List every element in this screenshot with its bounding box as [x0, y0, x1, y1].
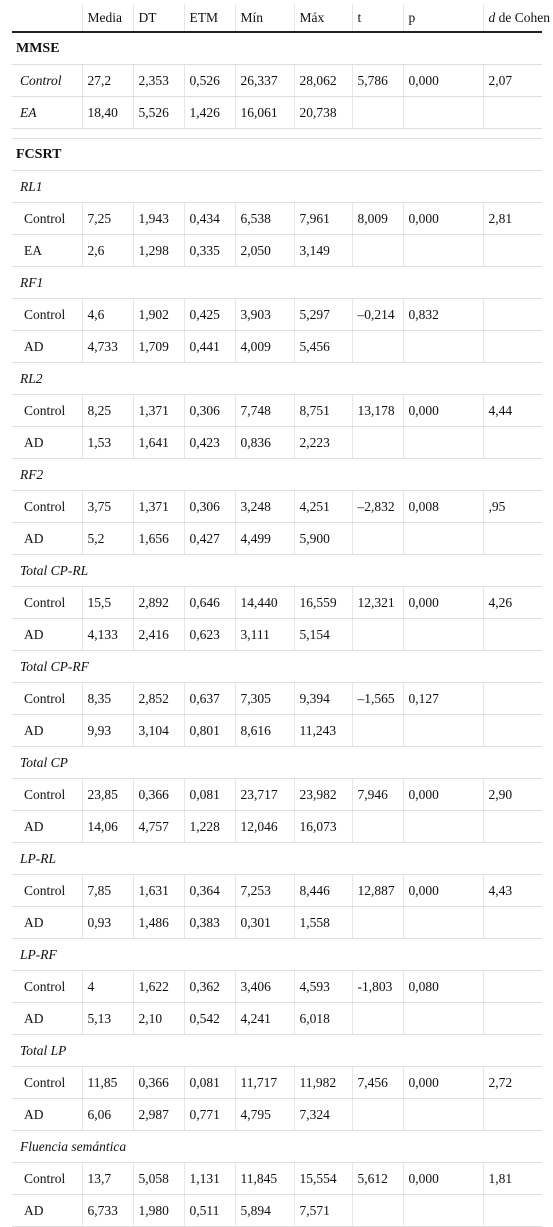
cell-min: 6,538 [235, 203, 294, 235]
cell-max: 6,018 [294, 1003, 352, 1035]
cell-max: 1,558 [294, 907, 352, 939]
cell-dt: 1,371 [133, 491, 184, 523]
cell-dt: 3,104 [133, 715, 184, 747]
results-table-container [12, 4, 550, 1227]
cell-t [352, 1099, 403, 1131]
row-label: AD [12, 1099, 82, 1131]
cell-etm: 0,434 [184, 203, 235, 235]
table-row [12, 65, 542, 97]
group-title: RL2 [12, 363, 542, 395]
cell-media: 8,25 [82, 395, 133, 427]
cell-dt: 0,366 [133, 1067, 184, 1099]
cell-dt: 2,987 [133, 1099, 184, 1131]
cell-etm: 0,383 [184, 907, 235, 939]
header-media: Media [82, 4, 133, 32]
cell-media: 11,85 [82, 1067, 133, 1099]
cell-media: 3,75 [82, 491, 133, 523]
cell-max: 4,251 [294, 491, 352, 523]
cell-media: 5,2 [82, 523, 133, 555]
group-header-row [12, 1131, 542, 1163]
cell-min: 3,248 [235, 491, 294, 523]
cell-media: 9,93 [82, 715, 133, 747]
cell-dt: 5,058 [133, 1163, 184, 1195]
cell-t: 5,786 [352, 65, 403, 97]
cell-etm: 0,425 [184, 299, 235, 331]
row-label: AD [12, 907, 82, 939]
cell-media: 27,2 [82, 65, 133, 97]
cell-p [403, 811, 483, 843]
cell-min: 4,009 [235, 331, 294, 363]
cell-p [403, 715, 483, 747]
table-row [12, 1195, 542, 1227]
table-row [12, 203, 542, 235]
cell-t: 13,178 [352, 395, 403, 427]
cell-p: 0,000 [403, 587, 483, 619]
table-row [12, 971, 542, 1003]
header-row [12, 4, 542, 32]
cell-media: 6,06 [82, 1099, 133, 1131]
table-row [12, 587, 542, 619]
cell-p: 0,127 [403, 683, 483, 715]
table-row [12, 1067, 542, 1099]
cell-etm: 0,542 [184, 1003, 235, 1035]
group-header-row [12, 267, 542, 299]
table-row [12, 97, 542, 129]
row-label: AD [12, 811, 82, 843]
section-spacer [12, 129, 542, 139]
cell-min: 7,748 [235, 395, 294, 427]
cell-t: 7,456 [352, 1067, 403, 1099]
cell-p: 0,000 [403, 779, 483, 811]
cell-dt: 4,757 [133, 811, 184, 843]
cell-media: 23,85 [82, 779, 133, 811]
cell-cohen-d [483, 715, 542, 747]
cell-dt: 1,298 [133, 235, 184, 267]
cell-cohen-d: 4,44 [483, 395, 542, 427]
cell-media: 13,7 [82, 1163, 133, 1195]
cell-max: 3,149 [294, 235, 352, 267]
cell-min: 23,717 [235, 779, 294, 811]
cell-max: 5,900 [294, 523, 352, 555]
cell-cohen-d [483, 811, 542, 843]
cell-dt: 1,641 [133, 427, 184, 459]
table-row [12, 1003, 542, 1035]
cell-min: 3,406 [235, 971, 294, 1003]
cell-min: 12,046 [235, 811, 294, 843]
cell-min: 3,111 [235, 619, 294, 651]
cell-min: 5,894 [235, 1195, 294, 1227]
cell-etm: 0,801 [184, 715, 235, 747]
cell-etm: 0,081 [184, 1067, 235, 1099]
header-cohen-d-text: de Cohen [495, 9, 550, 25]
cell-cohen-d [483, 683, 542, 715]
cell-media: 5,13 [82, 1003, 133, 1035]
cell-t: –0,214 [352, 299, 403, 331]
cell-media: 7,25 [82, 203, 133, 235]
cell-media: 1,53 [82, 427, 133, 459]
cell-media: 15,5 [82, 587, 133, 619]
cell-dt: 2,892 [133, 587, 184, 619]
cell-cohen-d: 2,72 [483, 1067, 542, 1099]
cell-p [403, 907, 483, 939]
cell-etm: 0,637 [184, 683, 235, 715]
cell-t [352, 523, 403, 555]
cell-cohen-d [483, 97, 542, 129]
table-row [12, 683, 542, 715]
cell-max: 4,593 [294, 971, 352, 1003]
cell-etm: 0,646 [184, 587, 235, 619]
cell-p: 0,000 [403, 203, 483, 235]
cell-max: 8,446 [294, 875, 352, 907]
table-row [12, 619, 542, 651]
cell-media: 2,6 [82, 235, 133, 267]
cell-max: 5,297 [294, 299, 352, 331]
group-title: RF1 [12, 267, 542, 299]
group-title: Total CP-RF [12, 651, 542, 683]
cell-t [352, 97, 403, 129]
cell-t [352, 907, 403, 939]
cell-dt: 2,353 [133, 65, 184, 97]
cell-min: 3,903 [235, 299, 294, 331]
group-title: RL1 [12, 171, 542, 203]
header-empty [12, 4, 82, 32]
cell-min: 0,301 [235, 907, 294, 939]
table-row [12, 875, 542, 907]
cell-max: 28,062 [294, 65, 352, 97]
cell-etm: 0,526 [184, 65, 235, 97]
group-header-row [12, 555, 542, 587]
cell-min: 7,253 [235, 875, 294, 907]
cell-p [403, 97, 483, 129]
cell-dt: 1,371 [133, 395, 184, 427]
cell-cohen-d: ,95 [483, 491, 542, 523]
cell-etm: 0,081 [184, 779, 235, 811]
cell-etm: 0,364 [184, 875, 235, 907]
table-body [12, 32, 542, 1227]
header-max: Máx [294, 4, 352, 32]
cell-cohen-d [483, 299, 542, 331]
cell-dt: 1,622 [133, 971, 184, 1003]
cell-cohen-d: 2,81 [483, 203, 542, 235]
cell-dt: 1,656 [133, 523, 184, 555]
cell-p: 0,000 [403, 875, 483, 907]
cell-dt: 1,709 [133, 331, 184, 363]
cell-t [352, 811, 403, 843]
header-etm: ETM [184, 4, 235, 32]
cell-p [403, 619, 483, 651]
cell-t: 7,946 [352, 779, 403, 811]
cell-t [352, 235, 403, 267]
cell-p: 0,000 [403, 1067, 483, 1099]
section-title: MMSE [12, 32, 542, 65]
cell-dt: 2,10 [133, 1003, 184, 1035]
cell-cohen-d [483, 235, 542, 267]
cell-p: 0,008 [403, 491, 483, 523]
cell-max: 20,738 [294, 97, 352, 129]
cell-p [403, 427, 483, 459]
table-row [12, 779, 542, 811]
cell-t [352, 427, 403, 459]
cell-t [352, 1195, 403, 1227]
cell-max: 11,982 [294, 1067, 352, 1099]
cell-max: 5,456 [294, 331, 352, 363]
cell-dt: 1,980 [133, 1195, 184, 1227]
cell-cohen-d: 4,26 [483, 587, 542, 619]
cell-cohen-d: 1,81 [483, 1163, 542, 1195]
group-header-row [12, 1035, 542, 1067]
group-header-row [12, 843, 542, 875]
cell-t [352, 715, 403, 747]
cell-cohen-d [483, 1195, 542, 1227]
cell-t [352, 331, 403, 363]
cell-etm: 0,306 [184, 491, 235, 523]
cell-max: 9,394 [294, 683, 352, 715]
group-title: Total CP-RL [12, 555, 542, 587]
cell-dt: 2,852 [133, 683, 184, 715]
cell-etm: 0,306 [184, 395, 235, 427]
row-label: Control [12, 1067, 82, 1099]
group-title: Fluencia semántica [12, 1131, 542, 1163]
cell-dt: 1,902 [133, 299, 184, 331]
cell-max: 16,559 [294, 587, 352, 619]
group-title: Total LP [12, 1035, 542, 1067]
cell-p [403, 1099, 483, 1131]
cell-etm: 0,362 [184, 971, 235, 1003]
cell-media: 14,06 [82, 811, 133, 843]
cell-min: 26,337 [235, 65, 294, 97]
row-label: Control [12, 971, 82, 1003]
row-label: AD [12, 715, 82, 747]
table-row [12, 1099, 542, 1131]
cell-t: 8,009 [352, 203, 403, 235]
cell-dt: 1,943 [133, 203, 184, 235]
cell-dt: 1,486 [133, 907, 184, 939]
cell-media: 8,35 [82, 683, 133, 715]
cell-cohen-d [483, 619, 542, 651]
cell-etm: 0,427 [184, 523, 235, 555]
group-header-row [12, 651, 542, 683]
cell-min: 7,305 [235, 683, 294, 715]
cell-min: 0,836 [235, 427, 294, 459]
group-title: LP-RF [12, 939, 542, 971]
table-row [12, 715, 542, 747]
group-header-row [12, 747, 542, 779]
cell-max: 11,243 [294, 715, 352, 747]
row-label: AD [12, 427, 82, 459]
cell-min: 14,440 [235, 587, 294, 619]
header-dt: DT [133, 4, 184, 32]
cell-etm: 1,131 [184, 1163, 235, 1195]
cell-max: 7,324 [294, 1099, 352, 1131]
cell-max: 7,961 [294, 203, 352, 235]
row-label: Control [12, 779, 82, 811]
row-label: Control [12, 491, 82, 523]
cell-max: 23,982 [294, 779, 352, 811]
cell-min: 2,050 [235, 235, 294, 267]
group-header-row [12, 171, 542, 203]
cell-p: 0,000 [403, 1163, 483, 1195]
row-label: EA [12, 97, 82, 129]
cell-cohen-d [483, 1099, 542, 1131]
cell-etm: 0,335 [184, 235, 235, 267]
results-table [12, 4, 550, 1227]
row-label: AD [12, 619, 82, 651]
cell-max: 2,223 [294, 427, 352, 459]
cell-cohen-d [483, 331, 542, 363]
row-label: Control [12, 587, 82, 619]
cell-min: 11,845 [235, 1163, 294, 1195]
group-header-row [12, 363, 542, 395]
cell-etm: 0,771 [184, 1099, 235, 1131]
cell-t [352, 619, 403, 651]
cell-media: 7,85 [82, 875, 133, 907]
group-header-row [12, 939, 542, 971]
cell-media: 4,6 [82, 299, 133, 331]
table-row [12, 523, 542, 555]
cell-cohen-d [483, 427, 542, 459]
row-label: AD [12, 331, 82, 363]
cell-media: 18,40 [82, 97, 133, 129]
group-title: Total CP [12, 747, 542, 779]
cell-dt: 1,631 [133, 875, 184, 907]
table-row [12, 331, 542, 363]
cell-cohen-d [483, 1003, 542, 1035]
cell-p [403, 523, 483, 555]
cell-dt: 0,366 [133, 779, 184, 811]
cell-p [403, 331, 483, 363]
cell-min: 11,717 [235, 1067, 294, 1099]
cell-media: 4,733 [82, 331, 133, 363]
table-row [12, 235, 542, 267]
cell-t: 12,887 [352, 875, 403, 907]
group-header-row [12, 459, 542, 491]
header-cohen-d [483, 4, 550, 32]
cell-p [403, 1003, 483, 1035]
cell-max: 8,751 [294, 395, 352, 427]
cell-t: –2,832 [352, 491, 403, 523]
section-mmse [12, 32, 542, 65]
row-label: EA [12, 235, 82, 267]
row-label: Control [12, 299, 82, 331]
cell-media: 4 [82, 971, 133, 1003]
cell-dt: 5,526 [133, 97, 184, 129]
cell-media: 6,733 [82, 1195, 133, 1227]
cell-cohen-d: 2,90 [483, 779, 542, 811]
cell-min: 4,499 [235, 523, 294, 555]
cell-p: 0,000 [403, 395, 483, 427]
section-title: FCSRT [12, 139, 542, 171]
cell-max: 16,073 [294, 811, 352, 843]
header-t: t [352, 4, 403, 32]
cell-etm: 1,228 [184, 811, 235, 843]
header-cohen-d-symbol: d [488, 9, 496, 25]
row-label: AD [12, 1003, 82, 1035]
cell-cohen-d [483, 523, 542, 555]
cell-t [352, 1003, 403, 1035]
cell-etm: 1,426 [184, 97, 235, 129]
row-label: AD [12, 523, 82, 555]
cell-t: 5,612 [352, 1163, 403, 1195]
cell-cohen-d [483, 971, 542, 1003]
row-label: Control [12, 683, 82, 715]
table-row [12, 811, 542, 843]
cell-media: 4,133 [82, 619, 133, 651]
cell-cohen-d [483, 907, 542, 939]
cell-etm: 0,623 [184, 619, 235, 651]
cell-p [403, 235, 483, 267]
cell-max: 5,154 [294, 619, 352, 651]
table-row [12, 907, 542, 939]
row-label: AD [12, 1195, 82, 1227]
spacer-cell [12, 129, 542, 139]
table-row [12, 395, 542, 427]
cell-p: 0,832 [403, 299, 483, 331]
cell-etm: 0,441 [184, 331, 235, 363]
cell-t: –1,565 [352, 683, 403, 715]
cell-p: 0,000 [403, 65, 483, 97]
table-row [12, 491, 542, 523]
cell-t: -1,803 [352, 971, 403, 1003]
cell-etm: 0,511 [184, 1195, 235, 1227]
cell-min: 16,061 [235, 97, 294, 129]
cell-max: 15,554 [294, 1163, 352, 1195]
cell-min: 4,795 [235, 1099, 294, 1131]
table-row [12, 427, 542, 459]
cell-p [403, 1195, 483, 1227]
row-label: Control [12, 65, 82, 97]
cell-etm: 0,423 [184, 427, 235, 459]
cell-t: 12,321 [352, 587, 403, 619]
row-label: Control [12, 875, 82, 907]
cell-min: 4,241 [235, 1003, 294, 1035]
section-fcsrt [12, 139, 542, 171]
cell-min: 8,616 [235, 715, 294, 747]
group-title: LP-RL [12, 843, 542, 875]
header-min: Mín [235, 4, 294, 32]
cell-cohen-d: 4,43 [483, 875, 542, 907]
cell-dt: 2,416 [133, 619, 184, 651]
cell-cohen-d: 2,07 [483, 65, 542, 97]
group-title: RF2 [12, 459, 542, 491]
cell-max: 7,571 [294, 1195, 352, 1227]
table-row [12, 1163, 542, 1195]
row-label: Control [12, 203, 82, 235]
cell-p: 0,080 [403, 971, 483, 1003]
row-label: Control [12, 1163, 82, 1195]
cell-media: 0,93 [82, 907, 133, 939]
header-p: p [403, 4, 483, 32]
table-row [12, 299, 542, 331]
row-label: Control [12, 395, 82, 427]
